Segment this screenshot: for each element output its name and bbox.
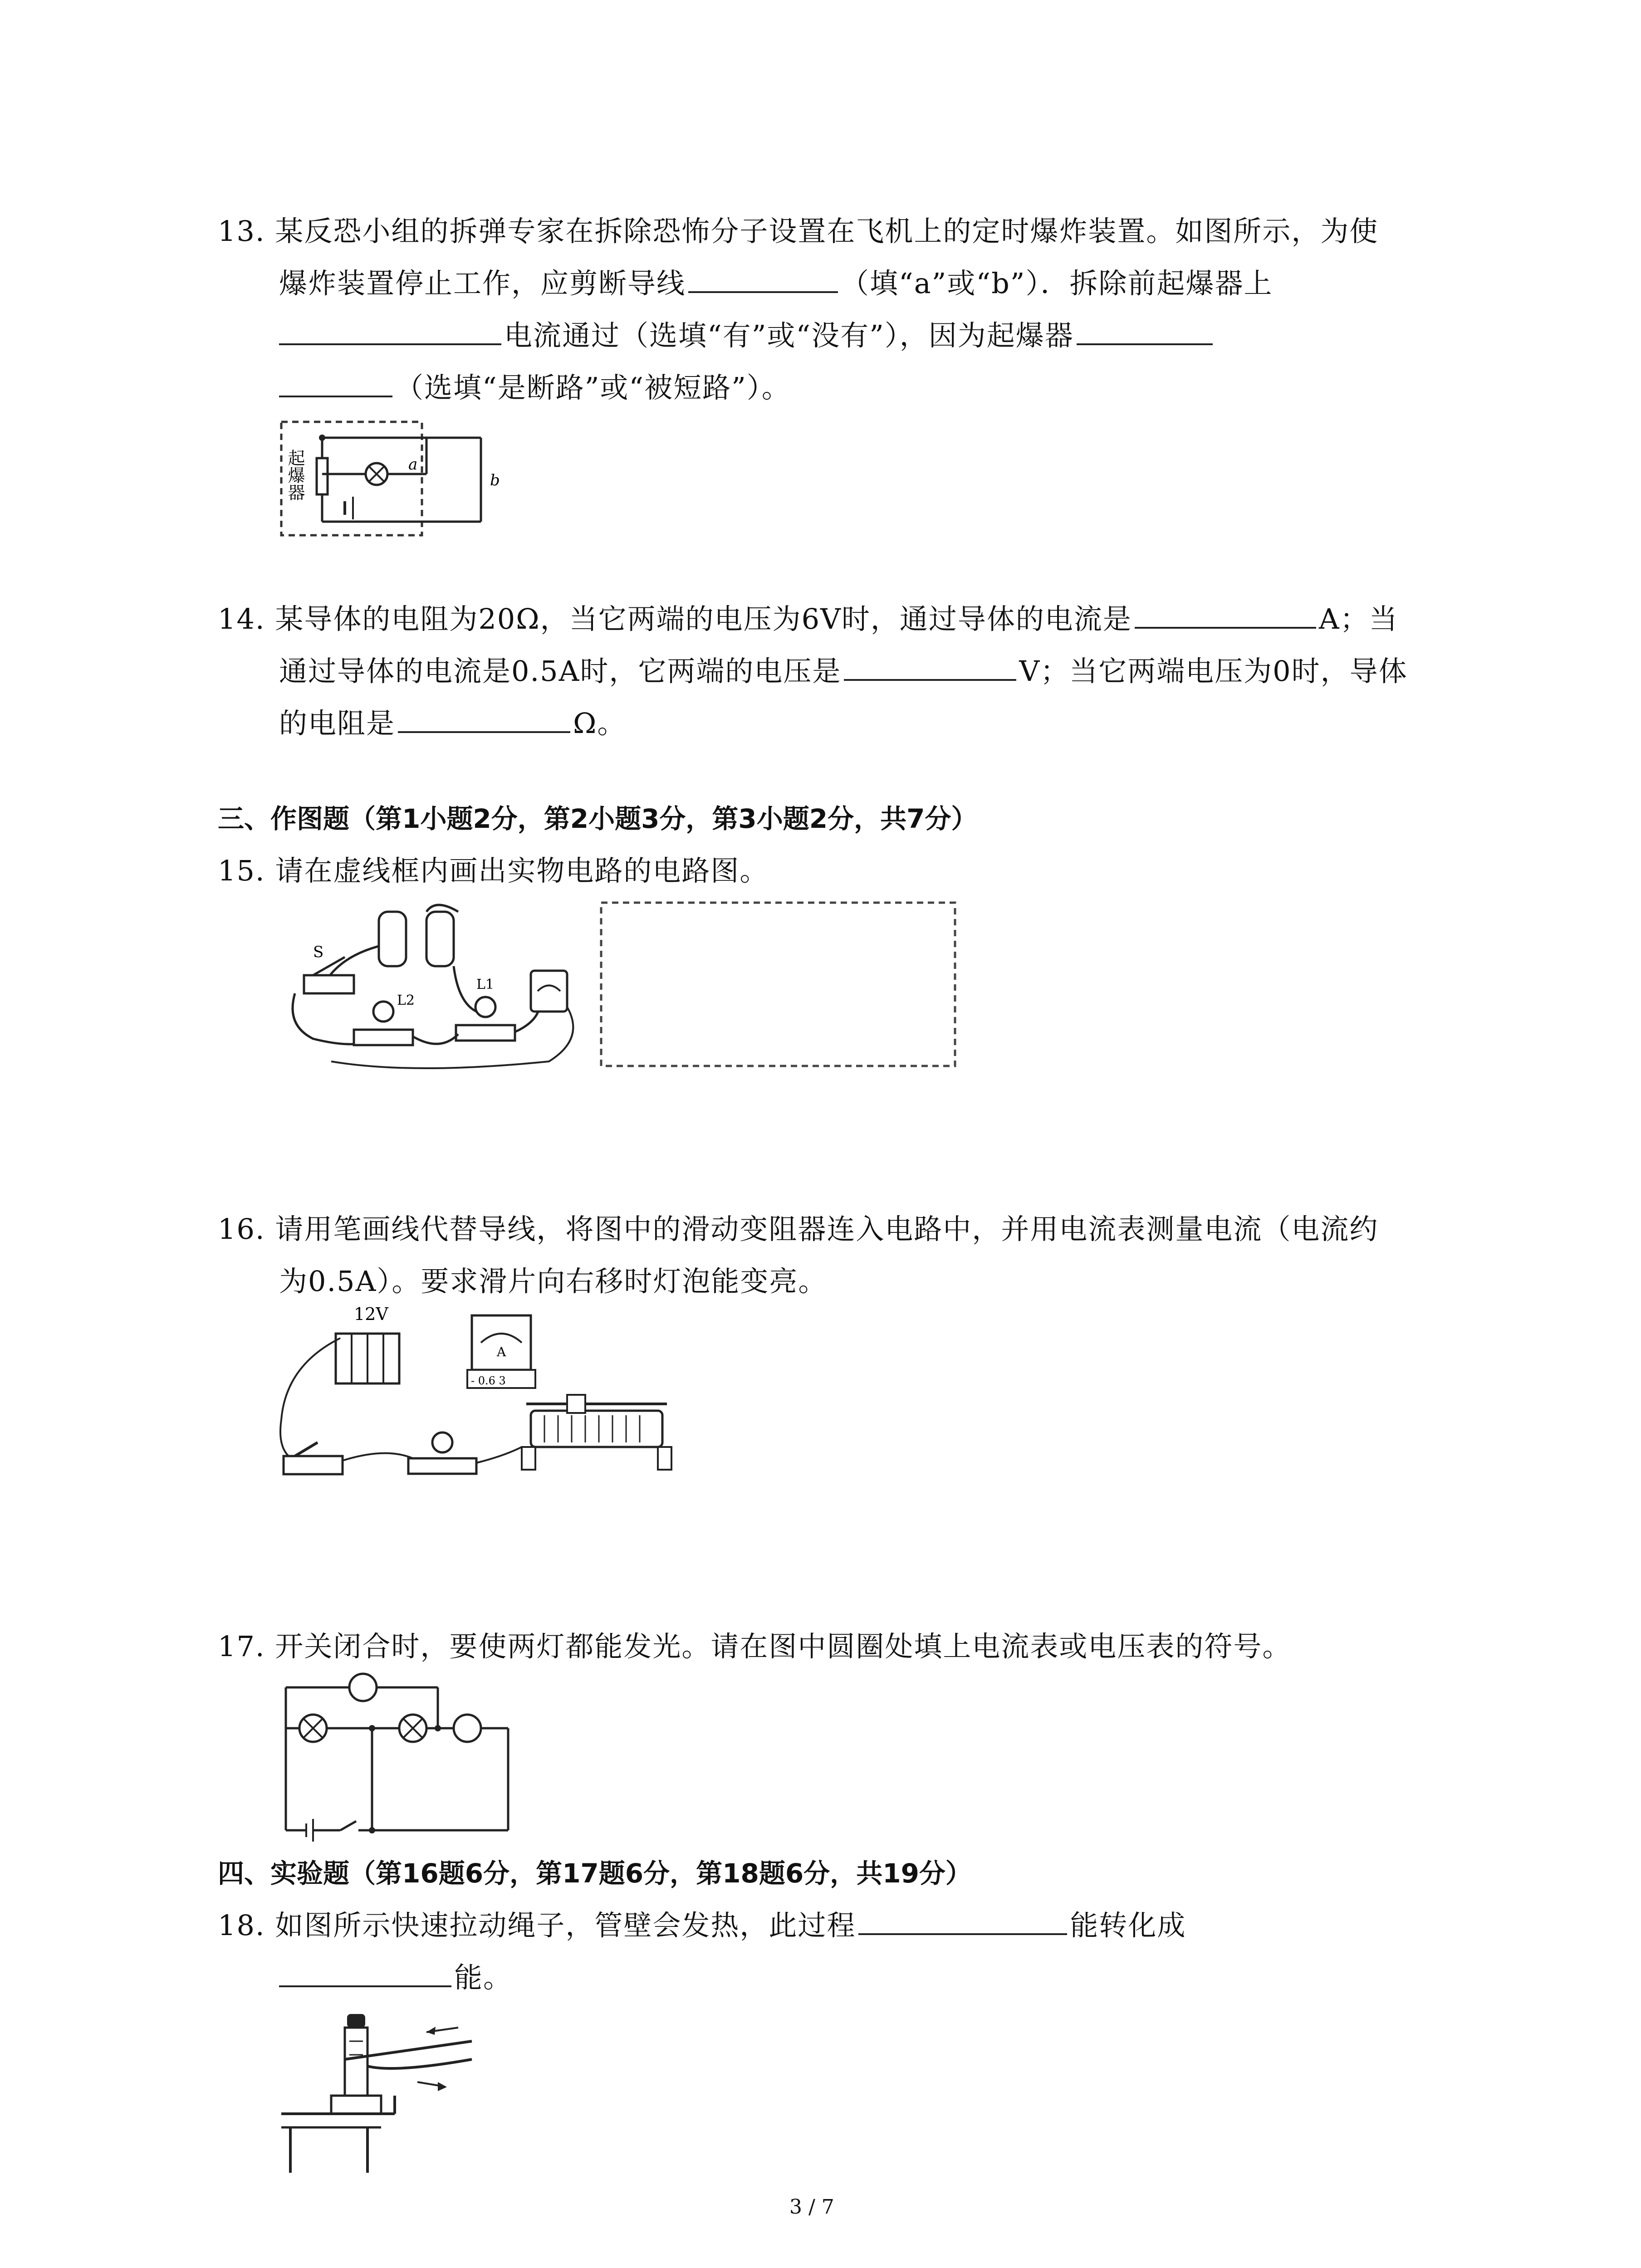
q16-figure-rheostat-circuit [277, 1302, 685, 1492]
q15-switch-label: S [313, 943, 324, 961]
q18-line-2 [279, 1960, 512, 1996]
q17-figure-meter-circuit [277, 1674, 531, 1846]
q13-blank-1[interactable] [688, 266, 838, 293]
q18-line-1 [218, 1907, 1186, 1944]
q13-number: 13. [218, 215, 265, 248]
q16-text-2: 为0.5A）。要求滑片向右移时灯泡能变亮。 [279, 1265, 828, 1298]
q13-line-4 [279, 370, 791, 406]
q13-line-3 [279, 318, 1215, 354]
q16-battery-label: 12V [354, 1304, 388, 1324]
q18-blank-2[interactable] [279, 1960, 451, 1987]
q17-meter-circle-right[interactable] [454, 1715, 481, 1742]
q13-blank-3[interactable] [1077, 318, 1213, 345]
q13-text-3a: 电流通过（选填“有”或“没有”），因为起爆器 [504, 319, 1074, 352]
q13-wire-b-label: b [490, 471, 500, 489]
q13-line-2 [279, 265, 1273, 302]
q14-line-3 [279, 705, 626, 742]
q13-text-1: 某反恐小组的拆弹专家在拆除恐怖分子设置在飞机上的定时爆炸装置。如图所示，为使 [275, 215, 1379, 248]
q16-text-1: 请用笔画线代替导线，将图中的滑动变阻器连入电路中，并用电流表测量电流（电流约 [275, 1212, 1379, 1246]
q15-line-1 [218, 853, 769, 889]
q17-number: 17. [218, 1630, 265, 1663]
q16-line-1 [218, 1211, 1378, 1247]
q13-box-label: 起爆器 [285, 449, 305, 501]
page-number: 3 / 7 [789, 2195, 834, 2219]
q18-blank-1[interactable] [858, 1908, 1067, 1935]
q17-meter-circle-top[interactable] [349, 1674, 377, 1701]
q17-line-1 [218, 1628, 1291, 1665]
q18-number: 18. [218, 1909, 265, 1942]
q17-text-1: 开关闭合时，要使两灯都能发光。请在图中圆圈处填上电流表或电压表的符号。 [275, 1630, 1292, 1663]
q13-line-1 [218, 213, 1378, 249]
q13-blank-3-cont[interactable] [279, 370, 392, 397]
q14-text-3a: 的电阻是 [279, 707, 396, 740]
q13-text-2b: （填“a”或“b”）．拆除前起爆器上 [841, 267, 1273, 300]
q14-text-1a: 某导体的电阻为20Ω，当它两端的电压为6V时，通过导体的电流是 [275, 602, 1132, 635]
q14-number: 14. [218, 602, 265, 635]
q16-number: 16. [218, 1212, 265, 1246]
q16-ammeter-terminals: - 0.6 3 [471, 1374, 506, 1387]
q15-text-1: 请在虚线框内画出实物电路的电路图。 [275, 854, 769, 887]
q13-wire-a-label: a [408, 455, 418, 474]
q13-text-4a: （选填“是断路”或“被短路”）。 [395, 371, 791, 404]
q14-blank-3[interactable] [398, 706, 570, 733]
q18-text-1b: 能转化成 [1070, 1909, 1186, 1942]
q15-lamp1-label: L1 [476, 977, 495, 992]
q18-text-1a: 如图所示快速拉动绳子，管壁会发热，此过程 [275, 1909, 856, 1942]
q14-text-2b: V；当它两端电压为0时，导体 [1019, 655, 1408, 688]
q13-blank-2[interactable] [279, 318, 501, 345]
q14-text-3b: Ω。 [573, 707, 627, 740]
q18-text-2a: 能。 [454, 1961, 513, 1994]
q13-text-2a: 爆炸装置停止工作，应剪断导线 [279, 267, 686, 300]
q15-lamp2-label: L2 [397, 992, 415, 1008]
q15-number: 15. [218, 854, 265, 887]
q14-text-1b: A；当 [1318, 602, 1398, 635]
q15-answer-box[interactable] [599, 900, 957, 1068]
q16-line-2 [279, 1263, 827, 1300]
q14-blank-2[interactable] [844, 654, 1016, 681]
q13-figure-detonator-circuit [277, 417, 500, 544]
q18-figure-rope-friction [277, 2005, 485, 2177]
q14-line-1 [218, 601, 1398, 637]
q14-line-2 [279, 653, 1408, 689]
q14-blank-1[interactable] [1135, 601, 1316, 629]
section-4-title: 四、实验题（第16题6分，第17题6分，第18题6分，共19分） [218, 1858, 972, 1889]
q16-ammeter-label: A [497, 1344, 506, 1359]
q14-text-2a: 通过导体的电流是0.5A时，它两端的电压是 [279, 655, 842, 688]
q15-figure-physical-circuit [277, 903, 585, 1066]
section-3-title: 三、作图题（第1小题2分，第2小题3分，第3小题2分，共7分） [218, 803, 978, 834]
